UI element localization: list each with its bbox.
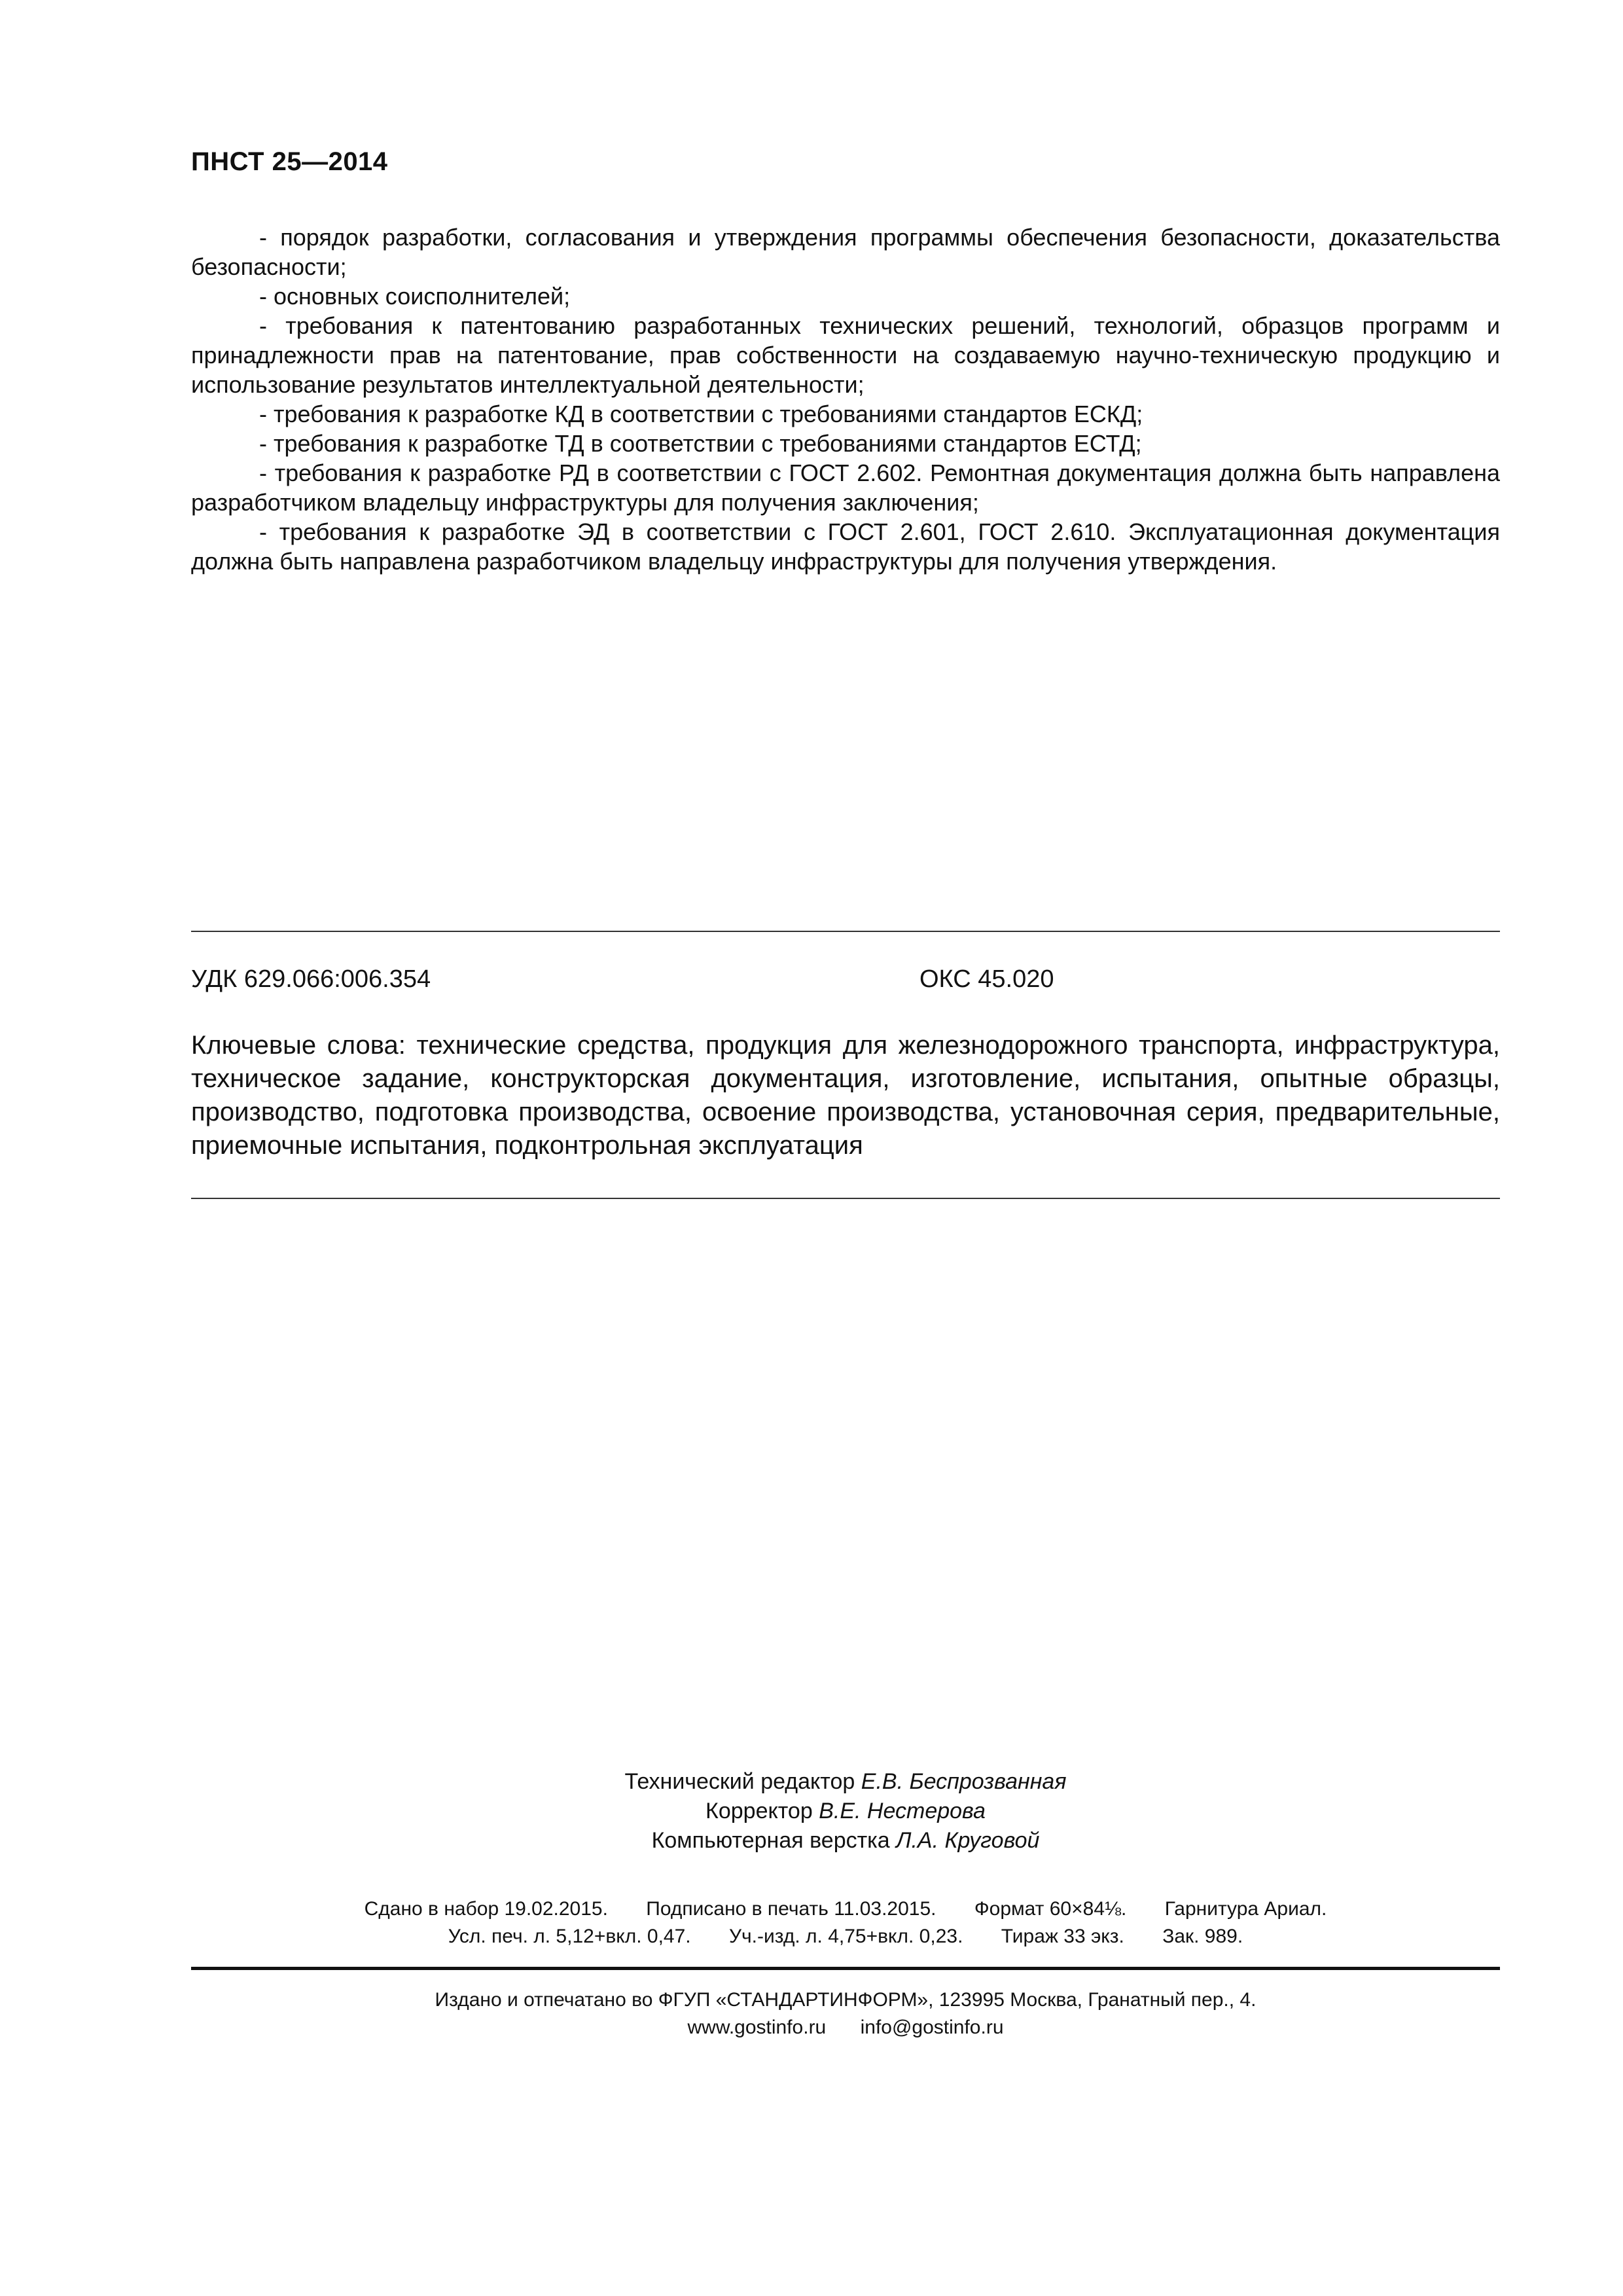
tech-editor-label: Технический редактор bbox=[624, 1769, 855, 1794]
paper-format: Формат 60×84⅛. bbox=[974, 1898, 1127, 1920]
publisher-address: Издано и отпечатано во ФГУП «СТАНДАРТИНФОРМ», 123995 Москва, Гранатный пер., 4. bbox=[435, 1989, 1257, 2011]
list-item: - основных соисполнителей; bbox=[259, 283, 571, 310]
order-number: Зак. 989. bbox=[1162, 1926, 1243, 1947]
corrector-name: В.Е. Нестерова bbox=[819, 1799, 986, 1823]
print-run: Тираж 33 экз. bbox=[1001, 1926, 1124, 1947]
credits-block bbox=[191, 1767, 1500, 1856]
corrector-label: Корректор bbox=[705, 1799, 813, 1823]
publisher-sheets: Уч.-изд. л. 4,75+вкл. 0,23. bbox=[728, 1926, 963, 1947]
list-item: - требования к разработке ЭД в соответствии с ГОСТ 2.601, ГОСТ 2.610. Эксплуатационная документация должна быть направлена разработчиком владельцу инфраструктуры для получения утверждения. bbox=[191, 518, 1500, 575]
list-item: - требования к патентованию разработанных технических решений, технологий, образцов программ и принадлежности прав на патентование, прав собственности на создаваемую научно-техническую продукцию и использование результатов интеллектуальной деятельности; bbox=[191, 312, 1500, 398]
publisher-contacts bbox=[191, 2014, 1500, 2041]
list-item: - порядок разработки, согласования и утверждения программы обеспечения безопасности, доказательства безопасности; bbox=[191, 224, 1500, 280]
layout-line bbox=[191, 1826, 1500, 1856]
typeset-date: Сдано в набор 19.02.2015. bbox=[364, 1898, 608, 1920]
tech-editor-name: Е.В. Беспрозванная bbox=[861, 1769, 1067, 1794]
tech-editor-line bbox=[191, 1767, 1500, 1797]
list-item: - требования к разработке ТД в соответствии с требованиями стандартов ЕСТД; bbox=[259, 430, 1142, 457]
divider-publisher bbox=[191, 1967, 1500, 1970]
imprint-row bbox=[191, 1923, 1500, 1950]
divider-top bbox=[191, 931, 1500, 932]
typeface: Гарнитура Ариал. bbox=[1164, 1898, 1327, 1920]
imprint-block bbox=[191, 1895, 1500, 1950]
list-item: - требования к разработке КД в соответствии с требованиями стандартов ЕСКД; bbox=[259, 401, 1143, 427]
document-id: ПНСТ 25—2014 bbox=[191, 147, 388, 176]
oks-code: ОКС 45.020 bbox=[919, 965, 1054, 993]
imprint-row bbox=[191, 1895, 1500, 1923]
divider-bottom bbox=[191, 1198, 1500, 1199]
print-sheets: Усл. печ. л. 5,12+вкл. 0,47. bbox=[448, 1926, 691, 1947]
list-item: - требования к разработке РД в соответствии с ГОСТ 2.602. Ремонтная документация должна быть направлена разработчиком владельцу инфраструктуры для получения заключения; bbox=[191, 459, 1500, 516]
website-link[interactable]: www.gostinfo.ru bbox=[687, 2017, 827, 2038]
corrector-line bbox=[191, 1797, 1500, 1826]
layout-name: Л.А. Круговой bbox=[896, 1828, 1040, 1853]
email-link[interactable]: info@gostinfo.ru bbox=[860, 2017, 1004, 2038]
publisher-block bbox=[191, 1986, 1500, 2041]
udk-code: УДК 629.066:006.354 bbox=[191, 965, 431, 993]
print-signed-date: Подписано в печать 11.03.2015. bbox=[646, 1898, 936, 1920]
keywords-paragraph: Ключевые слова: технические средства, продукция для железнодорожного транспорта, инфраструктура, техническое задание, конструкторская документация, изготовление, испытания, опытные образцы, производство, подготовка производства, освоение производства, установочная серия, предварительные, приемочные испытания, подконтрольная эксплуатация bbox=[191, 1031, 1500, 1160]
layout-label: Компьютерная верстка bbox=[651, 1828, 890, 1853]
requirements-list bbox=[191, 223, 1500, 576]
